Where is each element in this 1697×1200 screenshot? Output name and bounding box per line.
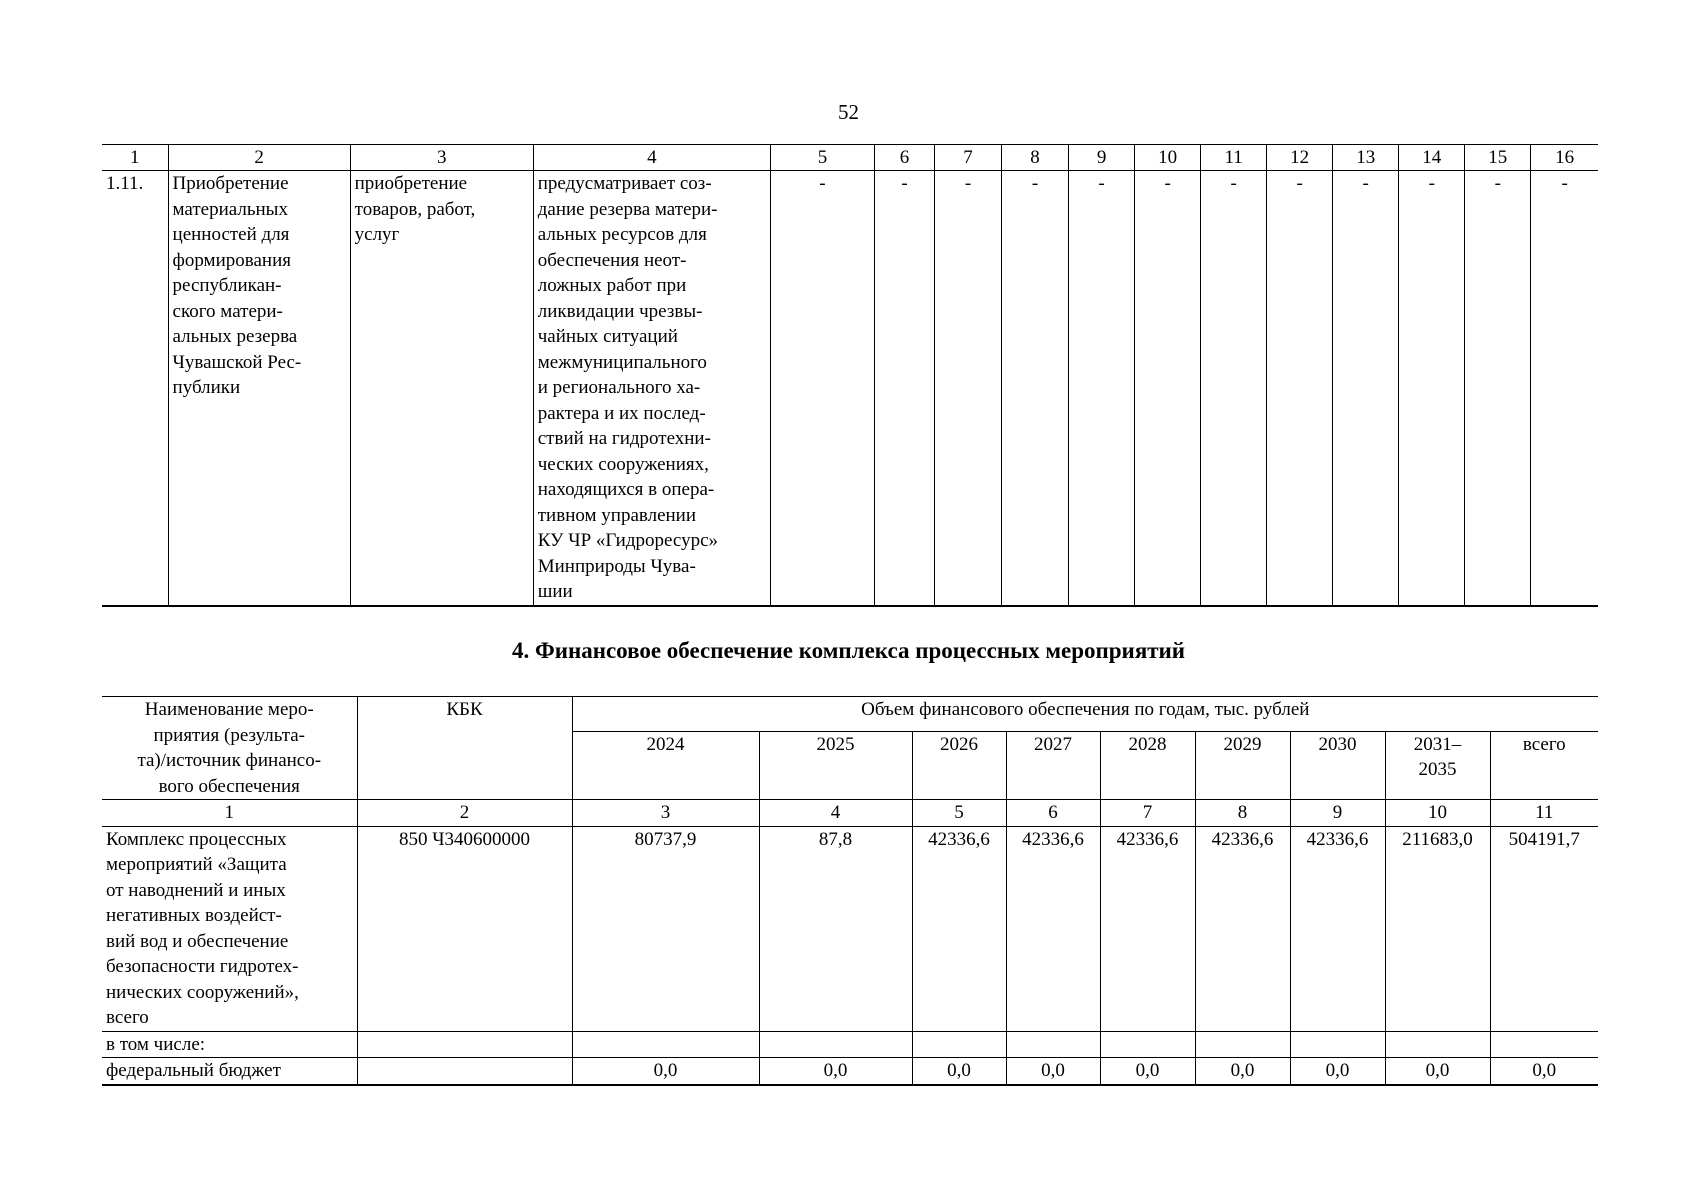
value-cell: - [1135, 171, 1201, 606]
text-line: от наводнений и иных [106, 879, 286, 901]
amount-cell: 42336,6 [1290, 826, 1385, 1031]
text-line: вого обеспечения [158, 775, 300, 797]
text-line: Комплекс процессных [106, 828, 287, 850]
amount-cell: 87,8 [759, 826, 912, 1031]
row-number-cell: 1.11. [102, 171, 168, 606]
amount-cell: 504191,7 [1490, 826, 1598, 1031]
column-index-cell: 5 [912, 800, 1006, 827]
page-number: 52 [838, 100, 859, 124]
value-cell: - [1333, 171, 1399, 606]
measure-name-cell [168, 171, 350, 606]
row-kbk-cell [357, 1031, 572, 1058]
column-index-row [102, 145, 1598, 171]
column-index-cell: 9 [1069, 145, 1135, 171]
amount-cell: 0,0 [1006, 1058, 1100, 1085]
text-line: ского матери- [172, 300, 283, 322]
column-index-cell: 16 [1531, 145, 1598, 171]
year-header-cell [912, 731, 1006, 799]
column-index-cell: 3 [350, 145, 533, 171]
measures-table [102, 144, 1598, 607]
amount-cell [1195, 1031, 1290, 1058]
column-index-cell: 6 [874, 145, 934, 171]
column-index-row [102, 800, 1598, 827]
text-line: 2025 [816, 733, 855, 755]
text-line: мероприятий «Защита [106, 854, 287, 875]
column-index-cell: 10 [1385, 800, 1490, 827]
text-line: приобретение [354, 173, 468, 194]
amount-cell: 0,0 [1100, 1058, 1195, 1085]
row-name-cell [102, 1031, 357, 1058]
text-line: безопасности гидротех- [106, 956, 299, 977]
amount-cell [1006, 1031, 1100, 1058]
table-row [102, 1031, 1598, 1058]
amount-cell [912, 1031, 1006, 1058]
measure-type-cell [350, 171, 533, 606]
year-header-cell [1006, 731, 1100, 799]
amount-cell: 80737,9 [572, 826, 759, 1031]
text-line: всего [1522, 733, 1566, 755]
text-line: Наименование меро- [144, 699, 314, 720]
column-index-cell: 6 [1006, 800, 1100, 827]
table-row [102, 826, 1598, 1031]
amount-cell: 0,0 [1385, 1058, 1490, 1085]
header-name-cell [102, 697, 357, 800]
text-line: дание резерва матери- [537, 198, 718, 220]
header-row [102, 697, 1598, 732]
text-line: тивном управлении [537, 504, 697, 526]
amount-cell: 42336,6 [912, 826, 1006, 1031]
amount-cell: 42336,6 [1006, 826, 1100, 1031]
value-cell: - [1465, 171, 1531, 606]
table-row [102, 1058, 1598, 1085]
financing-table [102, 696, 1598, 1086]
value-cell: - [770, 171, 874, 606]
text-line: 2028 [1128, 733, 1167, 755]
amount-cell: 0,0 [1195, 1058, 1290, 1085]
text-line: межмуниципального [537, 351, 707, 373]
text-line: находящихся в опера- [537, 479, 715, 500]
column-index-cell: 1 [102, 145, 168, 171]
column-index-cell: 13 [1333, 145, 1399, 171]
row-name-cell [102, 1058, 357, 1085]
text-line: ликвидации чрезвы- [537, 300, 703, 322]
column-index-cell: 15 [1465, 145, 1531, 171]
text-line: 2024 [646, 733, 685, 755]
year-header-cell [1100, 731, 1195, 799]
value-cell: - [935, 171, 1002, 606]
text-line: чайных ситуаций [537, 326, 678, 347]
text-line: и регионального ха- [537, 377, 701, 398]
column-index-cell: 14 [1399, 145, 1465, 171]
amount-cell [572, 1031, 759, 1058]
year-header-cell [572, 731, 759, 799]
section-title: 4. Финансовое обеспечение комплекса процессных мероприятий [511, 638, 1186, 663]
text-line: шии [537, 581, 573, 602]
amount-cell [1100, 1031, 1195, 1058]
column-index-cell: 7 [1100, 800, 1195, 827]
text-line: федеральный бюджет [106, 1060, 281, 1081]
amount-cell: 0,0 [1290, 1058, 1385, 1085]
text-line: ценностей для [172, 224, 290, 245]
amount-cell [1385, 1031, 1490, 1058]
column-index-cell: 2 [357, 800, 572, 827]
text-line: ложных работ при [537, 275, 687, 296]
text-line: товаров, работ, [354, 198, 476, 220]
text-line: 2027 [1034, 733, 1072, 755]
value-cell: - [1267, 171, 1333, 606]
text-line: приятия (результа- [153, 724, 306, 746]
header-kbk-cell: КБК [357, 697, 572, 800]
text-line: альных ресурсов для [537, 224, 707, 245]
column-index-cell: 1 [102, 800, 357, 827]
column-index-cell: 10 [1135, 145, 1201, 171]
text-line: формирования [172, 249, 291, 271]
amount-cell [759, 1031, 912, 1058]
text-line: 2035 [1418, 759, 1457, 781]
year-header-cell [1195, 731, 1290, 799]
text-line: 2030 [1318, 733, 1357, 755]
amount-cell [1290, 1031, 1385, 1058]
amount-cell: 0,0 [572, 1058, 759, 1085]
amount-cell: 0,0 [1490, 1058, 1598, 1085]
text-line: республикан- [172, 275, 282, 296]
text-line: 2026 [940, 733, 978, 755]
column-index-cell: 9 [1290, 800, 1385, 827]
column-index-cell: 8 [1195, 800, 1290, 827]
text-line: услуг [354, 224, 400, 245]
value-cell: - [1002, 171, 1069, 606]
text-line: негативных воздейст- [106, 905, 282, 926]
column-index-cell: 8 [1002, 145, 1069, 171]
text-line: в том числе: [106, 1033, 206, 1055]
text-line: 2029 [1223, 733, 1262, 755]
text-line: Минприроды Чува- [537, 555, 696, 577]
text-line: рактера и их послед- [537, 402, 706, 424]
row-name-cell [102, 826, 357, 1031]
column-index-cell: 4 [533, 145, 770, 171]
text-line: публики [172, 377, 241, 398]
amount-cell: 42336,6 [1195, 826, 1290, 1031]
measure-description-cell [533, 171, 770, 606]
text-line: альных резерва [172, 326, 298, 347]
text-line: вий вод и обеспечение [106, 930, 289, 952]
column-index-cell: 11 [1490, 800, 1598, 827]
text-line: ческих сооружениях, [537, 453, 709, 475]
text-line: нических сооружений», [106, 981, 299, 1003]
amount-cell: 0,0 [912, 1058, 1006, 1085]
value-cell: - [1531, 171, 1598, 606]
table-row [102, 171, 1598, 606]
year-header-cell [1385, 731, 1490, 799]
amount-cell: 42336,6 [1100, 826, 1195, 1031]
row-kbk-cell [357, 1058, 572, 1085]
value-cell: - [1069, 171, 1135, 606]
amount-cell [1490, 1031, 1598, 1058]
column-index-cell: 3 [572, 800, 759, 827]
value-cell: - [1399, 171, 1465, 606]
text-line: КУ ЧР «Гидроресурс» [537, 530, 719, 551]
text-line: ствий на гидротехни- [537, 428, 711, 449]
column-index-cell: 7 [935, 145, 1002, 171]
text-line: материальных [172, 198, 288, 220]
text-line: Чувашской Рес- [172, 351, 302, 373]
amount-cell: 211683,0 [1385, 826, 1490, 1031]
amount-cell: 0,0 [759, 1058, 912, 1085]
row-kbk-cell: 850 Ч340600000 [357, 826, 572, 1031]
text-line: 2031– [1413, 733, 1462, 755]
text-line: предусматривает соз- [537, 173, 712, 194]
column-index-cell: 4 [759, 800, 912, 827]
text-line: обеспечения неот- [537, 249, 687, 271]
column-index-cell: 11 [1201, 145, 1267, 171]
column-index-cell: 2 [168, 145, 350, 171]
text-line: Приобретение [172, 173, 289, 194]
text-line: всего [106, 1007, 149, 1028]
column-index-cell: 12 [1267, 145, 1333, 171]
text-line: та)/источник финансо- [137, 750, 322, 771]
column-index-cell: 5 [770, 145, 874, 171]
header-volume-cell: Объем финансового обеспечения по годам, тыс. рублей [572, 697, 1598, 732]
year-header-cell [1290, 731, 1385, 799]
value-cell: - [874, 171, 934, 606]
year-header-cell [1490, 731, 1598, 799]
value-cell: - [1201, 171, 1267, 606]
year-header-cell [759, 731, 912, 799]
